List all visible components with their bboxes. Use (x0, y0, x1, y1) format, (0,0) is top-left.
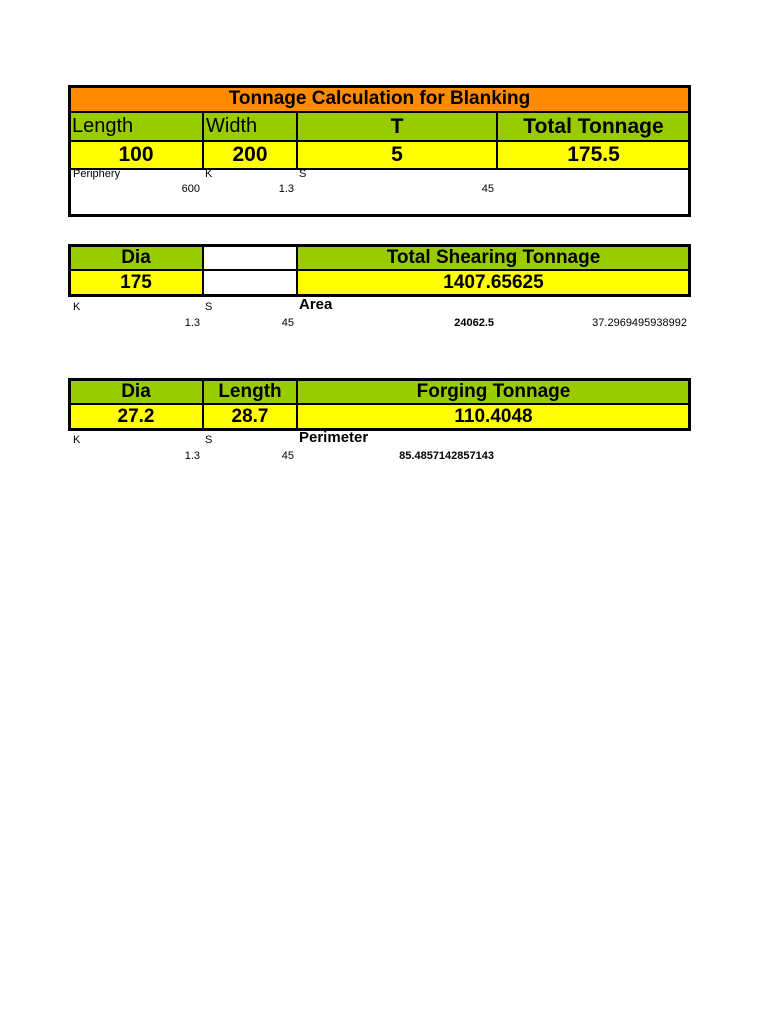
value-forging-tonnage: 110.4048 (297, 404, 690, 429)
blanking-title: Tonnage Calculation for Blanking (69, 86, 690, 112)
k-value: 1.3 (278, 183, 294, 195)
perimeter-value: 85.4857142857143 (399, 450, 494, 462)
value-dia: 27.2 (69, 404, 203, 429)
s-value: 45 (481, 183, 494, 195)
header-forging-tonnage: Forging Tonnage (297, 379, 690, 404)
header-total-shearing-tonnage: Total Shearing Tonnage (297, 245, 690, 270)
k-value: 1.3 (184, 450, 200, 462)
extra-value: 37.2969495938992 (592, 317, 687, 329)
periphery-label: Periphery (73, 168, 121, 180)
periphery-value: 600 (181, 183, 200, 195)
perimeter-label: Perimeter (299, 429, 369, 446)
k-label: K (205, 168, 213, 180)
value-length: 28.7 (203, 404, 297, 429)
header-width: Width (203, 112, 297, 141)
value-length: 100 (69, 141, 203, 169)
header-total-tonnage: Total Tonnage (497, 112, 690, 141)
value-width: 200 (203, 141, 297, 169)
k-value: 1.3 (184, 317, 200, 329)
value-dia: 175 (69, 270, 203, 295)
s-label: S (299, 168, 307, 180)
header-dia: Dia (69, 379, 203, 404)
s-value: 45 (281, 317, 294, 329)
value-total-tonnage: 175.5 (497, 141, 690, 169)
value-total-shearing-tonnage: 1407.65625 (297, 270, 690, 295)
header-length: Length (203, 379, 297, 404)
area-label: Area (299, 296, 333, 313)
k-label: K (73, 301, 81, 313)
header-t: T (297, 112, 497, 141)
value-t: 5 (297, 141, 497, 169)
header-length: Length (69, 112, 203, 141)
area-value: 24062.5 (454, 317, 494, 329)
s-label: S (205, 301, 213, 313)
s-label: S (205, 434, 213, 446)
header-dia: Dia (69, 245, 203, 270)
k-label: K (73, 434, 81, 446)
s-value: 45 (281, 450, 294, 462)
